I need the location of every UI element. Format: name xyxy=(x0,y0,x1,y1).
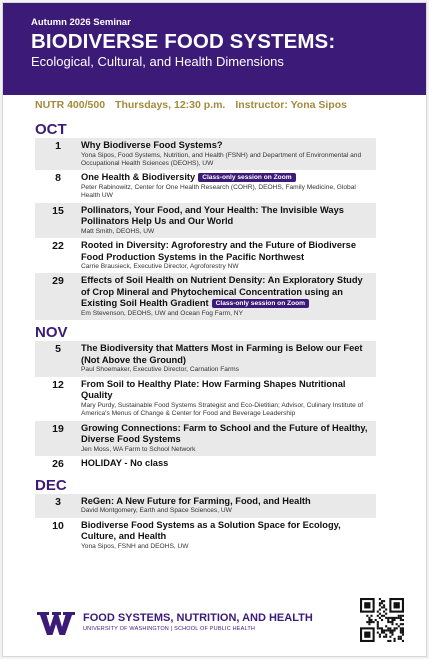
qr-module xyxy=(366,621,368,623)
session-day: 10 xyxy=(52,519,64,532)
session-speaker: Yona Sipos, FSNH and DEOHS, UW xyxy=(81,542,189,550)
uw-w-logo-icon xyxy=(37,610,75,636)
header-banner xyxy=(3,3,426,95)
qr-module xyxy=(389,629,391,631)
qr-module xyxy=(398,615,400,617)
session-title-text: Biodiverse Food Systems as a Solution Space for Ecology, Culture, and Health xyxy=(81,519,341,542)
qr-module xyxy=(398,638,400,640)
qr-module xyxy=(385,617,387,619)
qr-module xyxy=(391,617,393,619)
qr-module xyxy=(373,621,375,623)
session-day: 12 xyxy=(52,378,64,391)
qr-module xyxy=(381,629,383,631)
qr-module xyxy=(387,627,389,629)
qr-module xyxy=(383,604,385,606)
qr-module xyxy=(394,602,400,608)
session-row xyxy=(35,203,376,238)
qr-module xyxy=(370,619,372,621)
qr-module xyxy=(387,640,389,642)
session-body xyxy=(81,423,374,454)
schedule xyxy=(3,121,426,553)
session-title xyxy=(81,423,374,446)
qr-module xyxy=(391,619,393,621)
qr-module xyxy=(381,606,383,608)
zoom-badge: Class-only session on Zoom xyxy=(198,173,295,182)
qr-module xyxy=(389,636,391,638)
session-row xyxy=(35,238,376,273)
qr-module xyxy=(400,619,402,621)
page-title: BIODIVERSE FOOD SYSTEMS: xyxy=(31,30,336,53)
qr-module xyxy=(387,629,389,631)
qr-module xyxy=(394,627,396,629)
session-row xyxy=(35,273,376,320)
session-title-text: Effects of Soil Health on Nutrient Density: An Exploratory Study of Crop Mineral and Phytochemical Concentration using an Existing Soil Health Gradient xyxy=(81,275,363,309)
qr-module xyxy=(402,623,404,625)
qr-module xyxy=(400,632,402,634)
course-info xyxy=(3,95,426,117)
month-heading: NOV xyxy=(35,324,68,342)
session-body xyxy=(81,275,374,318)
qr-module xyxy=(379,602,381,604)
qr-module xyxy=(394,640,396,642)
session-title-text: The Biodiversity that Matters Most in Farming is Below our Feet (Not Above the Ground) xyxy=(81,343,363,365)
session-row xyxy=(35,456,376,473)
qr-module xyxy=(389,640,391,642)
qr-module xyxy=(402,634,404,636)
footer xyxy=(3,596,426,656)
session-row xyxy=(35,421,376,456)
session-row xyxy=(35,494,376,518)
qr-module xyxy=(402,615,404,617)
qr-module xyxy=(383,629,385,631)
session-speaker: Em Stevenson, DEOHS, UW and Ocean Fog Farm, NY xyxy=(81,309,243,317)
qr-module xyxy=(389,627,391,629)
qr-module xyxy=(379,634,381,636)
session-body xyxy=(81,205,374,236)
qr-module xyxy=(385,634,387,636)
session-title-text: ReGen: A New Future for Farming, Food, and Health xyxy=(81,495,311,506)
qr-module xyxy=(385,625,387,627)
school-name: SCHOOL OF PUBLIC HEALTH xyxy=(174,626,256,632)
qr-module xyxy=(379,598,381,600)
session-title xyxy=(81,275,374,310)
session-speaker: Mary Purdy, Sustainable Food Systems Strategist and Eco-Dietitian; Advisor, Culinary Institute of America's Menus of Change & Center for Food and Beverage Leadership xyxy=(81,401,364,418)
qr-module xyxy=(389,617,391,619)
qr-module xyxy=(379,617,381,619)
session-title-text: One Health & Biodiversity xyxy=(81,172,196,183)
qr-code-icon[interactable] xyxy=(360,598,404,642)
qr-module xyxy=(377,625,379,627)
session-speaker: Matt Smith, DEOHS, UW xyxy=(81,227,155,235)
qr-module xyxy=(368,623,370,625)
session-title xyxy=(81,520,374,543)
qr-module xyxy=(394,638,396,640)
session-title xyxy=(81,205,374,228)
qr-module xyxy=(398,636,400,638)
qr-module xyxy=(368,619,370,621)
session-speaker: Paul Shoemaker, Executive Director, Carnation Farms xyxy=(81,366,239,374)
course-instructor: Instructor: Yona Sipos xyxy=(235,99,347,111)
qr-module xyxy=(379,636,381,638)
department-affiliation xyxy=(83,626,313,632)
department-block xyxy=(83,612,313,632)
session-day: 19 xyxy=(52,422,64,435)
qr-module xyxy=(389,621,391,623)
session-row xyxy=(35,138,376,170)
qr-module xyxy=(391,621,393,623)
qr-module xyxy=(377,615,379,617)
session-day: 5 xyxy=(55,343,61,356)
qr-module xyxy=(383,636,385,638)
qr-module xyxy=(381,600,383,602)
session-title-text: From Soil to Healthy Plate: How Farming Shapes Nutritional Quality xyxy=(81,378,346,401)
qr-module xyxy=(396,623,398,625)
session-body xyxy=(81,496,374,516)
qr-module xyxy=(394,629,396,631)
session-speaker: Carrie Brausieck, Executive Director, Agroforestry NW xyxy=(81,263,239,271)
department-name: FOOD SYSTEMS, NUTRITION, AND HEALTH xyxy=(83,612,313,624)
qr-module xyxy=(383,606,385,608)
qr-module xyxy=(400,615,402,617)
qr-module xyxy=(379,608,381,610)
qr-module xyxy=(381,619,383,621)
qr-module xyxy=(385,636,387,638)
qr-module xyxy=(368,621,370,623)
zoom-badge: Class-only session on Zoom xyxy=(212,299,309,308)
qr-module xyxy=(377,611,379,613)
session-body xyxy=(81,520,374,551)
qr-module xyxy=(379,613,381,615)
qr-module xyxy=(389,632,391,634)
qr-module xyxy=(375,619,377,621)
session-body xyxy=(81,379,374,419)
qr-module xyxy=(391,632,393,634)
qr-module xyxy=(385,629,387,631)
qr-module xyxy=(381,602,383,604)
qr-module xyxy=(370,615,372,617)
session-row xyxy=(35,170,376,202)
qr-module xyxy=(394,619,396,621)
qr-module xyxy=(383,632,385,634)
session-speaker: Yona Sipos, Food Systems, Nutrition, and Health (FSNH) and Department of Environmental and Occupational Health Sciences (DEOHS), UW xyxy=(81,151,362,167)
qr-module xyxy=(402,632,404,634)
seminar-flyer xyxy=(2,2,427,657)
session-title xyxy=(81,172,374,184)
session-title-text: Rooted in Diversity: Agroforestry and the Future of Biodiverse Food Production Systems in the Pacific Northwest xyxy=(81,240,356,262)
course-time: Thursdays, 12:30 p.m. xyxy=(115,99,226,111)
session-day: 22 xyxy=(52,240,64,253)
qr-module xyxy=(400,617,402,619)
university-name: UNIVERSITY OF WASHINGTON xyxy=(83,626,169,632)
qr-module xyxy=(387,617,389,619)
qr-module xyxy=(379,604,381,606)
qr-module xyxy=(364,602,370,608)
qr-module xyxy=(400,623,402,625)
qr-module xyxy=(400,629,402,631)
session-row xyxy=(35,518,376,553)
qr-module xyxy=(366,615,368,617)
session-title-text: Why Biodiverse Food Systems? xyxy=(81,140,223,150)
session-day: 1 xyxy=(55,140,61,152)
session-body xyxy=(81,343,374,374)
session-title-text: Growing Connections: Farm to School and the Future of Healthy, Diverse Food Systems xyxy=(81,422,368,445)
qr-module xyxy=(402,627,404,629)
session-day: 29 xyxy=(52,275,64,288)
qr-module xyxy=(396,617,398,619)
month-heading: DEC xyxy=(35,476,67,494)
seminar-kicker: Autumn 2026 Seminar xyxy=(31,17,131,28)
session-title xyxy=(81,458,374,470)
qr-module xyxy=(391,623,393,625)
qr-module xyxy=(381,615,383,617)
month-heading: OCT xyxy=(35,121,67,138)
course-code: NUTR 400/500 xyxy=(35,99,106,111)
session-body xyxy=(81,240,374,271)
qr-module xyxy=(383,600,385,602)
qr-module xyxy=(394,617,396,619)
qr-module xyxy=(398,617,400,619)
session-speaker: Jen Moss, WA Farm to School Network xyxy=(81,445,196,453)
qr-module xyxy=(377,623,379,625)
session-title-text: HOLIDAY - No class xyxy=(81,457,169,468)
qr-module xyxy=(400,627,402,629)
session-day: 15 xyxy=(52,204,64,217)
qr-module xyxy=(364,632,370,638)
qr-module xyxy=(377,627,379,629)
session-day: 26 xyxy=(52,457,64,470)
session-title xyxy=(81,496,374,508)
session-title-text: Pollinators, Your Food, and Your Health: The Invisible Ways Pollinators Help Us and Our World xyxy=(81,204,344,227)
qr-module xyxy=(402,629,404,631)
session-body xyxy=(81,172,374,200)
qr-module xyxy=(370,621,372,623)
session-title xyxy=(81,240,374,263)
qr-module xyxy=(400,636,402,638)
session-row xyxy=(35,341,376,376)
qr-module xyxy=(387,619,389,621)
qr-module xyxy=(391,629,393,631)
qr-module xyxy=(402,640,404,642)
session-body xyxy=(81,458,374,471)
qr-module xyxy=(391,634,393,636)
affiliation-separator: | xyxy=(170,626,173,632)
session-row xyxy=(35,377,376,421)
qr-module xyxy=(381,627,383,629)
qr-module xyxy=(377,621,379,623)
session-day: 8 xyxy=(55,172,61,185)
qr-module xyxy=(387,621,389,623)
qr-module xyxy=(385,613,387,615)
qr-module xyxy=(379,627,381,629)
session-speaker: David Montgomery, Earth and Space Sciences, UW xyxy=(81,507,232,515)
qr-module xyxy=(385,608,387,610)
qr-module xyxy=(368,617,370,619)
page-subtitle: Ecological, Cultural, and Health Dimensions xyxy=(31,54,284,69)
qr-module xyxy=(383,611,385,613)
qr-module xyxy=(400,638,402,640)
qr-module xyxy=(381,632,383,634)
session-title xyxy=(81,379,374,402)
session-speaker: Peter Rabinowitz, Center for One Health Research (COHR), DEOHS, Family Medicine, Global Health UW xyxy=(81,183,356,200)
qr-module xyxy=(377,632,379,634)
qr-module xyxy=(383,615,385,617)
qr-module xyxy=(396,627,398,629)
qr-module xyxy=(402,619,404,621)
session-title xyxy=(81,140,374,152)
session-body xyxy=(81,140,374,168)
session-day: 3 xyxy=(55,495,61,508)
session-title xyxy=(81,343,374,366)
qr-module xyxy=(398,625,400,627)
